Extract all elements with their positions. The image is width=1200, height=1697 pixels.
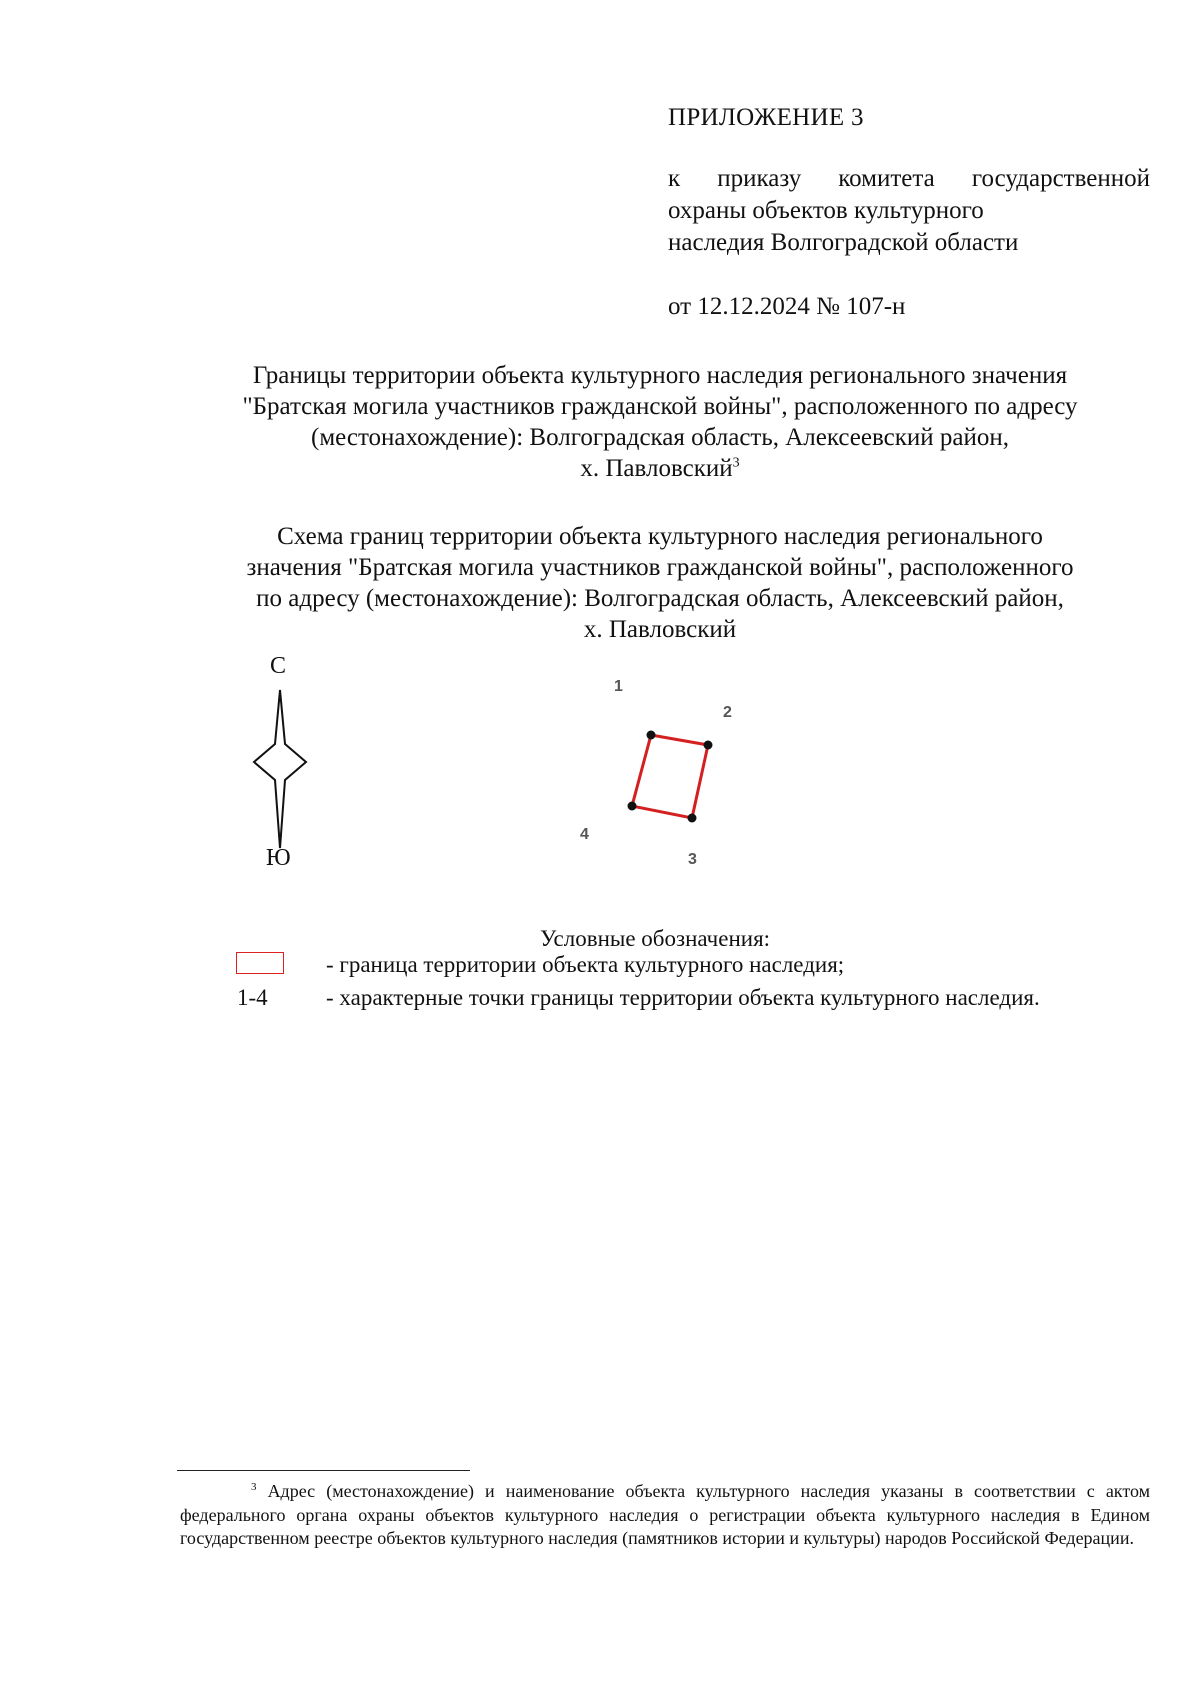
boundary-map (580, 670, 740, 890)
title-line-1: Границы территории объекта культурного наследия регионального значения (252, 362, 1068, 389)
appendix-reference (668, 163, 1150, 259)
compass-south-label: Ю (266, 845, 291, 871)
footnote-divider (177, 1470, 470, 1471)
compass-rose-icon (250, 688, 312, 850)
legend-boundary-desc: - граница территории объекта культурного наследия; (326, 952, 845, 977)
footnote-mark: 3 (251, 1481, 257, 1493)
point-label-4: 4 (580, 826, 589, 843)
legend-points-code: 1-4 (237, 985, 268, 1010)
appendix-line-3: наследия Волгоградской области (668, 229, 1019, 256)
scheme-title-line-4: х. Павловский (583, 616, 737, 643)
footnote-text: Адрес (местонахождение) и наименование объекта культурного наследия указаны в соответствии с актом федерального органа охраны объектов культурного наследия о регистрации объекта культурного наследия в Едином государственном реестре объектов культурного наследия (памятников истории и культуры) народов Российской Федерации. (180, 1481, 1150, 1548)
appendix-date: от 12.12.2024 № 107-н (668, 293, 906, 320)
boundary-point-2 (704, 741, 713, 750)
legend-boundary-swatch (236, 952, 284, 974)
boundary-point-4 (628, 802, 637, 811)
footnote (180, 1480, 1150, 1551)
document-title (130, 360, 1190, 484)
scheme-title (130, 521, 1190, 645)
point-label-3: 3 (688, 851, 697, 868)
title-line-4 (130, 453, 1190, 484)
scheme-title-line-3: по адресу (местонахождение): Волгоградская область, Алексеевский район, (256, 585, 1064, 612)
legend-points-desc: - характерные точки границы территории объекта культурного наследия. (326, 985, 1040, 1010)
boundary-point-3 (688, 814, 697, 823)
boundary-polygon (632, 735, 708, 818)
boundary-point-1 (647, 731, 656, 740)
appendix-line-1: к приказу комитета государственной (668, 165, 1150, 192)
scheme-title-line-2: значения "Братская могила участников гражданской войны", расположенного (246, 554, 1074, 581)
title-line-2: "Братская могила участников гражданской войны", расположенного по адресу (242, 393, 1078, 420)
legend-title: Условные обозначения: (540, 926, 771, 951)
point-label-2: 2 (723, 704, 732, 721)
scheme-title-line-1: Схема границ территории объекта культурного наследия регионального (277, 523, 1043, 550)
title-line-4-text: х. Павловский (580, 455, 733, 482)
appendix-label: ПРИЛОЖЕНИЕ 3 (668, 104, 864, 131)
appendix-line-2: охраны объектов культурного (668, 197, 984, 224)
title-line-3: (местонахождение): Волгоградская область, Алексеевский район, (311, 424, 1009, 451)
compass-north-label: С (270, 653, 287, 679)
title-footnote-mark: 3 (732, 455, 740, 471)
point-label-1: 1 (614, 678, 623, 695)
